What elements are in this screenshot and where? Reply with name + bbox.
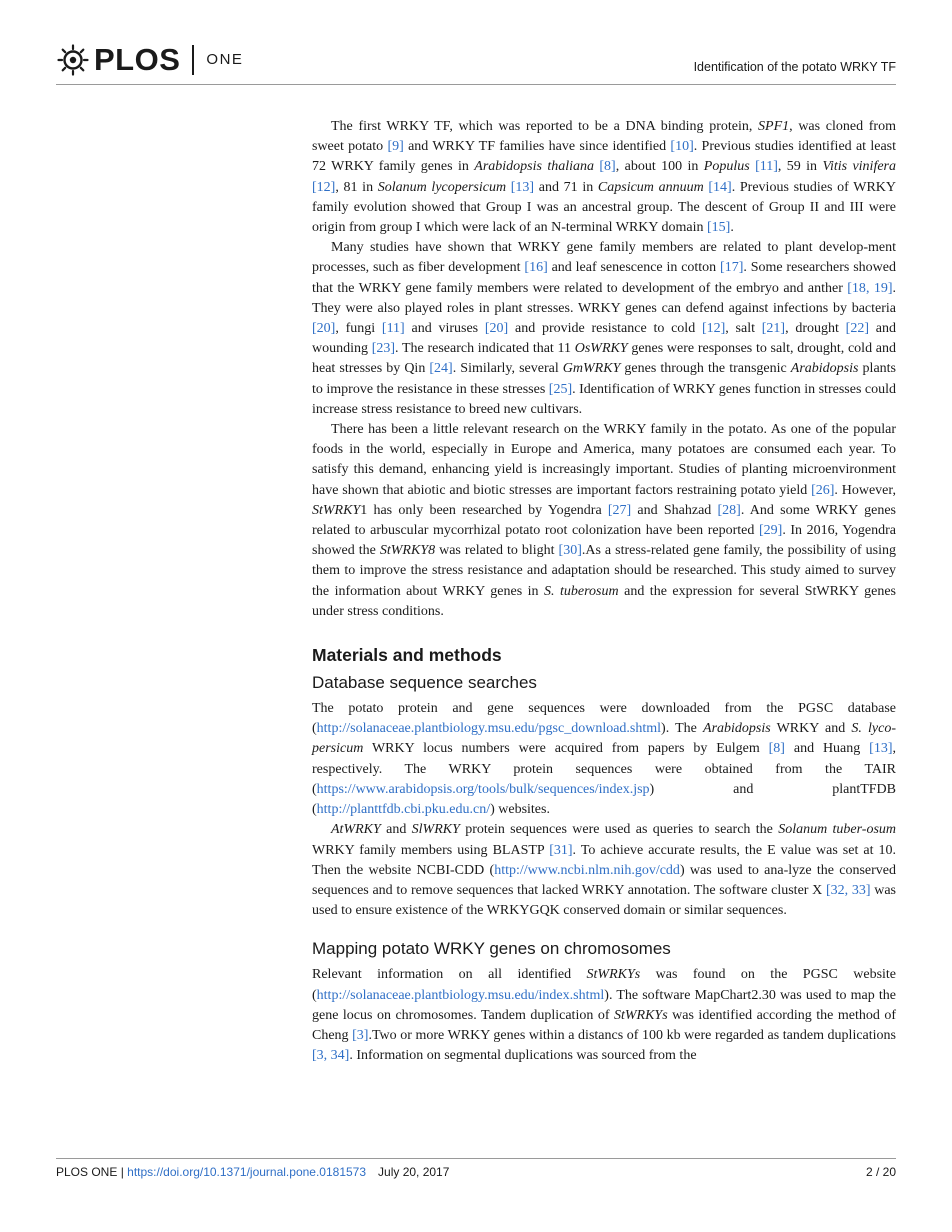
url-link[interactable]: http://www.ncbi.nlm.nih.gov/cdd [494, 862, 680, 878]
text: Many studies have shown that WRKY gene family members are related to plant develop-ment processes, such as fiber development [312, 240, 896, 276]
paragraph-database-sources [312, 699, 896, 820]
text: , salt [725, 321, 762, 337]
text: ) websites. [490, 802, 550, 818]
italic-term: StWRKY8 [379, 543, 436, 559]
text: WRKY locus numbers were acquired from papers by Eulgem [363, 741, 769, 757]
url-link[interactable]: http://solanaceae.plantbiology.msu.edu/index.shtml [316, 987, 605, 1003]
italic-term: StWRKY [312, 502, 361, 518]
citation-link[interactable]: [8] [599, 159, 616, 175]
text: and provide resistance to cold [508, 321, 702, 337]
citation-link[interactable]: [31] [549, 842, 573, 858]
italic-term: Arabidopsis thaliana [474, 159, 594, 175]
text: The potato protein and gene sequences were downloaded from the PGSC database ( [312, 701, 896, 737]
text: , respectively. The WRKY protein sequences were obtained from the TAIR ( [312, 741, 896, 797]
citation-link[interactable]: [3] [352, 1027, 369, 1043]
italic-term: StWRKYs [613, 1007, 668, 1023]
citation-link[interactable]: [10] [670, 139, 694, 155]
text: and leaf senescence in cotton [547, 260, 721, 276]
page-header [0, 0, 952, 90]
text: . Similarly, several [452, 361, 563, 377]
url-link[interactable]: http://solanaceae.plantbiology.msu.edu/pgsc_download.shtml [316, 721, 662, 737]
text: , was cloned from sweet potato [312, 119, 896, 155]
section-heading-materials-methods: Materials and methods [312, 645, 502, 666]
citation-separator: , [323, 1048, 331, 1064]
subsection-heading-database-searches: Database sequence searches [312, 673, 537, 693]
subsection-heading-mapping-chromosomes: Mapping potato WRKY genes on chromosomes [312, 939, 671, 959]
citation-link[interactable]: [21] [761, 321, 786, 337]
article-body [312, 117, 896, 1066]
italic-term: Populus [703, 159, 750, 175]
text: and WRKY TF families have since identified [403, 139, 671, 155]
text: ) and plantTFDB ( [312, 781, 896, 818]
text: , about 100 in [615, 159, 704, 175]
text: and wounding [312, 321, 896, 357]
text: plants to improve the resistance in these stresses [312, 361, 897, 397]
paragraph-wrky-functions [312, 238, 896, 420]
citation-link[interactable]: [29] [758, 523, 783, 539]
citation-separator: , [865, 280, 874, 296]
italic-term: OsWRKY [574, 341, 628, 357]
paragraph-wrky-intro [312, 117, 896, 238]
text: and the expression for several StWRKY genes under stress conditions. [312, 583, 897, 619]
paragraph-blastp-search [312, 820, 896, 921]
citation-link[interactable]: [23] [371, 341, 396, 357]
text: was found on the PGSC website ( [312, 967, 897, 1003]
text: 1 has only been researched by Yogendra [360, 502, 608, 518]
citation-link[interactable]: [32 [825, 882, 845, 898]
text: . Identification of WRKY genes function in stresses could increase stress resistance to breed new cultivars. [312, 381, 896, 417]
text: ). The [661, 721, 704, 737]
footer-citation [56, 1165, 449, 1179]
paragraph-potato-wrky [312, 420, 896, 622]
text: genes through the transgenic [620, 361, 791, 377]
text: , fungi [335, 321, 382, 337]
citation-link[interactable]: [16] [524, 260, 548, 276]
citation-link[interactable]: [26] [811, 482, 835, 498]
text: and Huang [784, 741, 870, 757]
citation-link[interactable]: [20] [312, 321, 336, 337]
citation-link[interactable]: [14] [708, 179, 732, 195]
italic-term: Solanum lycopersicum [377, 179, 507, 195]
text: was related to blight [435, 543, 559, 559]
citation-link[interactable]: [24] [429, 361, 453, 377]
citation-link[interactable]: [8] [768, 741, 785, 757]
page-number: 2 / 20 [865, 1165, 896, 1179]
citation-link[interactable]: [30] [558, 543, 582, 559]
citation-link[interactable]: 34] [330, 1048, 350, 1064]
header-divider [56, 84, 896, 85]
citation-link[interactable]: [28] [717, 502, 741, 518]
text: . Previous studies of WRKY family evolution showed that Group I was an ancestral group. The descent of Group II and III were origin from group I which were lack of an N-terminal WRKY domain [312, 179, 896, 236]
italic-term: S. lyco-persicum [312, 721, 896, 757]
citation-link[interactable]: [11] [755, 159, 778, 175]
citation-link[interactable]: [12] [701, 321, 726, 337]
text: . To achieve accurate results, the E value was set at 10. Then the website NCBI-CDD ( [312, 842, 897, 878]
italic-term: StWRKYs [586, 967, 641, 983]
italic-term: Arabidopsis [703, 721, 771, 737]
citation-link[interactable]: [25] [548, 381, 573, 397]
footer-journal: PLOS ONE [56, 1165, 118, 1179]
text: . The research indicated that 11 [395, 341, 575, 357]
url-link[interactable]: https://www.arabidopsis.org/tools/bulk/sequences/index.jsp [316, 781, 650, 797]
citation-link[interactable]: [12] [312, 179, 336, 195]
footer-divider [56, 1158, 896, 1159]
text: , drought [785, 321, 846, 337]
plos-logo-icon [56, 43, 90, 77]
text: . They were also played roles in plant stresses. WRKY genes can defend against infections by bacteria [312, 280, 896, 316]
italic-term: SlWRKY [411, 822, 460, 838]
text: The first WRKY TF, which was reported to be a DNA binding protein, [331, 119, 759, 134]
footer-date: July 20, 2017 [378, 1165, 450, 1179]
citation-link[interactable]: [3 [312, 1048, 324, 1064]
text: There has been a little relevant research on the WRKY family in the potato. As one of the popular foods in the world, especially in Europe and America, many potatoes are consumed each year. To satisfy this demand, enhancing yield is increasingly important. Studies of planting microenvironment have shown that abiotic and biotic stresses are important factors restraining potato yield [312, 422, 896, 498]
citation-link[interactable]: 19] [873, 280, 893, 296]
text: genes were responses to salt, drought, cold and heat stresses by Qin [312, 341, 896, 377]
logo-one-text: ONE [206, 51, 244, 68]
italic-term: S. tuberosum [544, 583, 619, 599]
citation-link[interactable]: [15] [707, 220, 731, 236]
citation-link[interactable]: [9] [387, 139, 404, 155]
plos-one-logo[interactable] [56, 42, 243, 78]
text: . In 2016, Yogendra showed the [312, 523, 896, 559]
text: and viruses [404, 321, 485, 337]
url-link[interactable]: http://planttfdb.cbi.pku.edu.cn/ [316, 802, 491, 818]
citation-link[interactable]: [17] [720, 260, 744, 276]
text: . However, [834, 482, 896, 498]
text: and Shahzad [631, 502, 718, 518]
text: protein sequences were used as queries to search the [459, 822, 779, 838]
running-head: Identification of the potato WRKY TF [693, 60, 896, 74]
text: . And some WRKY genes related to arbuscular mycorrhizal potato root colonization have been reported [312, 502, 896, 539]
footer-doi-link[interactable]: https://doi.org/10.1371/journal.pone.0181573 [127, 1165, 367, 1179]
page-footer [56, 1165, 896, 1179]
text: was used to ensure existence of the WRKYGQK conserved domain or similar sequences. [312, 882, 896, 919]
italic-term: Capsicum annuum [597, 179, 704, 195]
italic-term: GmWRKY [562, 361, 621, 377]
citation-link[interactable]: [27] [607, 502, 632, 518]
text: , 81 in [335, 179, 378, 195]
paragraph-chromosome-mapping [312, 965, 896, 1066]
italic-term: SPF1 [758, 119, 790, 134]
italic-term: AtWRKY [331, 822, 381, 838]
text: WRKY and [770, 721, 852, 737]
text: . Information on segmental duplications was sourced from the [349, 1048, 697, 1064]
citation-link[interactable]: [11] [381, 321, 405, 337]
text: . Previous studies identified at least 72 WRKY family genes in [312, 139, 897, 175]
footer-separator: | [117, 1165, 128, 1179]
citation-link[interactable]: [13] [869, 741, 893, 757]
italic-term: Vitis vinifera [822, 159, 897, 175]
text: . [730, 220, 734, 236]
citation-link[interactable]: [20] [484, 321, 509, 337]
text: and 71 in [534, 179, 598, 195]
text: .Two or more WRKY genes within a distancs of 100 kb were regarded as tandem duplications [368, 1027, 896, 1043]
logo-plos-text: PLOS [94, 42, 181, 77]
citation-link[interactable]: [18 [847, 280, 866, 296]
text: WRKY family members using BLASTP [312, 842, 550, 858]
citation-separator: , [844, 882, 852, 898]
citation-link[interactable]: [13] [510, 179, 535, 195]
text: , 59 in [777, 159, 823, 175]
citation-link[interactable]: 33] [851, 882, 871, 898]
italic-term: Arabidopsis [790, 361, 859, 377]
logo-divider [192, 45, 194, 75]
text: and [380, 822, 412, 838]
text: .As a stress-related gene family, the possibility of using them to improve the stress resistance and adaptation should be researched. This study aimed to survey the information about WRKY genes in [312, 543, 896, 599]
italic-term: Solanum tuber-osum [778, 822, 896, 838]
text: ). The software MapChart2.30 was used to map the gene locus on chromosomes. Tandem duplication of [312, 987, 896, 1023]
citation-link[interactable]: [22] [845, 321, 869, 337]
text: ) was used to ana-lyze the conserved sequences and to remove sequences that lacked WRKY annotation. The software cluster X [312, 862, 897, 898]
text: . Some researchers showed that the WRKY gene family members were related to development of the embryo and anther [312, 260, 896, 296]
text: was identified according the method of Cheng [312, 1007, 896, 1043]
text: Relevant information on all identified [312, 967, 587, 983]
